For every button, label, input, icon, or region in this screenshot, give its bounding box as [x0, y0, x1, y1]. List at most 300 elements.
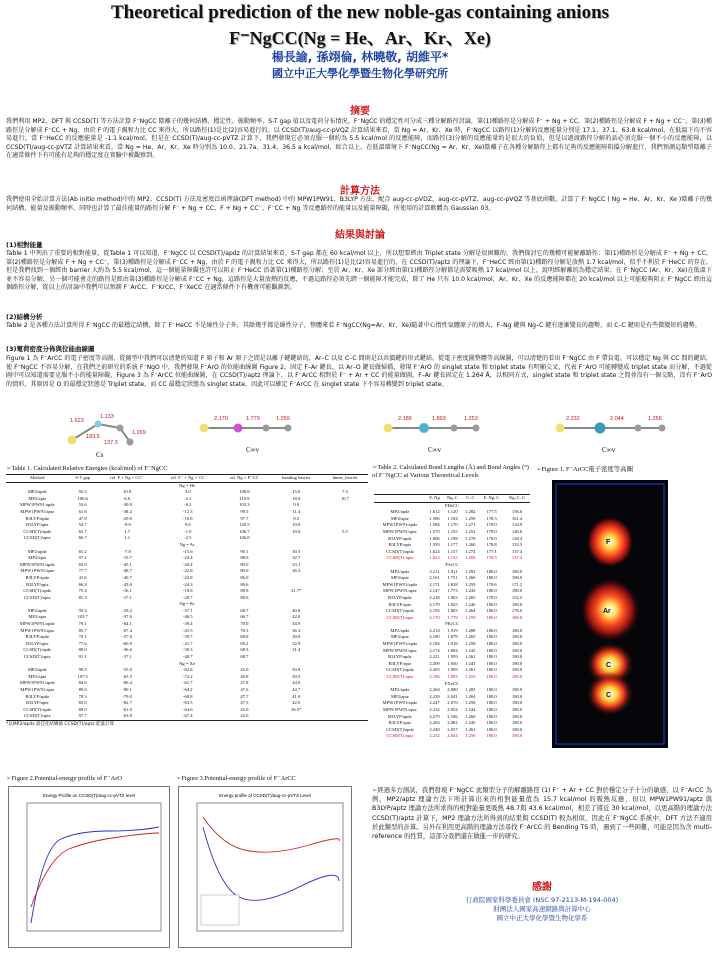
- table2-cell: 134.9: [511, 522, 523, 528]
- table2-row: [374, 549, 530, 556]
- table1-cell: 66.8: [78, 581, 87, 587]
- table2-row: [374, 542, 530, 549]
- table2-cell: 2.180: [429, 634, 440, 640]
- table1-cell: 66.7: [78, 535, 87, 541]
- bond-label: 1.269: [132, 430, 146, 436]
- table1-cell: 78.3: [78, 693, 87, 699]
- table2-highlight-row: [374, 555, 530, 562]
- table2-row: [374, 661, 530, 668]
- table1-row: [6, 489, 368, 496]
- table2-cell: CCSD(T)/apdz: [385, 667, 414, 673]
- table1-cell: -67.4: [122, 627, 132, 633]
- table2-row: [374, 648, 530, 655]
- table1-cell: CCSD(T)/apdz: [23, 588, 52, 594]
- table2-cell: MP2/aptz: [390, 634, 409, 640]
- figure3-legend: [201, 895, 239, 925]
- table2-cell: 180.0: [511, 627, 523, 633]
- atom-f: [384, 424, 393, 433]
- table1-cell: -24.3: [183, 581, 193, 587]
- table1-row: [6, 707, 368, 714]
- table1-cell: 10.8: [123, 489, 132, 495]
- table2-cell: 1.252: [465, 528, 476, 534]
- bond-label: 1.893: [432, 416, 446, 422]
- table2-cell: CCSD(T)/aptz: [386, 555, 414, 561]
- table1-cell: 93.3: [78, 607, 87, 613]
- point-group-label: C∞v: [246, 446, 260, 454]
- table2-cell: B3LYP/aptz: [388, 720, 412, 726]
- table2-cell: 1.261: [465, 726, 476, 732]
- table2-cell: 2.044: [447, 733, 458, 739]
- table2-cell: 180.0: [486, 614, 497, 620]
- table2-cell: 1.803: [447, 608, 458, 614]
- table2-cell: MPW1PW91/apdz: [382, 641, 418, 647]
- bond-label: 1.779: [246, 416, 260, 422]
- table1-cell: -22.8: [183, 568, 193, 574]
- authors: 楊長諭, 孫翊倫, 林曉敬, 胡維平*: [271, 50, 449, 64]
- table1-cell: -63.8: [122, 713, 132, 719]
- table2-cell: 1.274: [465, 548, 476, 554]
- table1-cell: CCSD(T)/aptz: [23, 535, 51, 541]
- table2-cell: 1.825: [447, 601, 458, 607]
- table1-cell: MP2/apdz: [27, 607, 47, 613]
- table2-group-label: FXeCC: [444, 680, 460, 686]
- table2-cell: 2.249: [429, 726, 440, 732]
- table1-cell: [271, 654, 322, 661]
- table2-cell: 2.232: [429, 733, 440, 739]
- table2-row: [374, 608, 530, 615]
- table1-cell: [322, 674, 368, 681]
- table2-row: [374, 575, 530, 582]
- table2-cell: 2.218: [429, 594, 440, 600]
- table2-row: [374, 569, 530, 576]
- table2: [374, 494, 530, 740]
- table1-cell: 47.7: [240, 693, 249, 699]
- table1-cell: -45.1: [122, 561, 132, 567]
- poster-title-line2: F⁻NgCC(Ng = He、Ar、Kr、Xe): [229, 28, 491, 48]
- table1-cell: -67.4: [183, 713, 193, 719]
- table1-cell: 50.5: [292, 673, 301, 679]
- table1-cell: -15.7: [122, 555, 132, 561]
- figure2-caption: ➢Figure 2.Potential-energy profile of F⁻ArO: [6, 775, 122, 782]
- ack-line: 國立中正大學化學暨生物化學系: [496, 914, 588, 922]
- table2-cell: 180.0: [486, 601, 497, 607]
- table1-cell: 6.6: [124, 495, 130, 501]
- table2-cell: 137.4: [511, 548, 523, 554]
- table1-cell: -20.4: [183, 561, 193, 567]
- table1-row: [6, 555, 368, 562]
- table2-cell: MP2/aptz: [390, 575, 409, 581]
- table2-row: [374, 667, 530, 674]
- table1-cell: -61.0: [122, 706, 132, 712]
- table1-cell: 42.0: [292, 700, 301, 706]
- table2-cell: 1.245: [465, 660, 476, 666]
- table1-group-row: [6, 482, 368, 489]
- table2-cell: 1.623: [429, 555, 440, 561]
- table1-cell: 103.3: [239, 502, 250, 508]
- table1-cell: 43.0: [240, 706, 249, 712]
- table1-cell: 10.7: [340, 495, 349, 501]
- table1-cell: -1.0: [184, 528, 192, 534]
- table1-caption: ➢Table 1. Calculated Relative Energies (kcal/mol) of F⁻NgCC: [6, 465, 168, 472]
- table1-cell: [322, 608, 368, 615]
- table2-row: [374, 694, 530, 701]
- table1-cell: MP2/apdz: [27, 667, 47, 673]
- table1-cell: 75.4: [78, 588, 87, 594]
- table2-cell: 171.2: [511, 581, 523, 587]
- table2-cell: MPW1PW91/aptz: [383, 588, 417, 594]
- table1-cell: 42.0: [240, 713, 249, 719]
- table1-cell: [322, 621, 368, 628]
- table2-row: [374, 582, 530, 589]
- table1-cell: 97.7: [240, 515, 249, 521]
- table1-cell: [322, 647, 368, 654]
- table1-cell: [322, 502, 368, 509]
- table2-cell: 180.0: [486, 568, 497, 574]
- table2-cell: 1.612: [429, 509, 440, 515]
- table1-cell: 103.7: [77, 614, 88, 620]
- table1-row: [6, 694, 368, 701]
- table1-cell: MPW1PW91/aptz: [20, 508, 55, 514]
- triplet-curve: [31, 833, 159, 907]
- table2-cell: 2.082: [447, 720, 458, 726]
- table1-cell: 34.9: [292, 621, 301, 627]
- table2-cell: 180.0: [511, 687, 523, 693]
- table1-container: [6, 474, 368, 727]
- table1-cell: [322, 555, 368, 562]
- table2-cell: 180.0: [486, 608, 497, 614]
- table2-cell: 1.259: [465, 581, 476, 587]
- table1-cell: -22.8: [183, 574, 193, 580]
- table2-cell: 180.0: [511, 674, 523, 680]
- table1-cell: CCSD(T)/aptz: [23, 594, 51, 600]
- table1-cell: -55.0: [122, 667, 132, 673]
- method-heading: 計算方法: [340, 186, 380, 197]
- table2-cell: 1.259: [465, 515, 476, 521]
- table2-cell: 2.214: [429, 627, 440, 633]
- table2-cell: 180.0: [511, 660, 523, 666]
- table1-cell: 89.0: [240, 568, 249, 574]
- table2-header-cell: C–C: [462, 495, 479, 503]
- atom-label-c: C: [606, 692, 612, 699]
- table1-cell: -29.2: [122, 607, 132, 613]
- table1-cell: 106.7: [239, 528, 250, 534]
- table2-cell: 179.0: [486, 528, 497, 534]
- table1-cell: [322, 628, 368, 635]
- table2-highlight-row: [374, 674, 530, 681]
- table2-cell: 1.157: [447, 548, 458, 554]
- table1-cell: 83.6: [78, 700, 87, 706]
- table1-row: [6, 634, 368, 641]
- table2-cell: 1.292: [465, 568, 476, 574]
- table2-cell: 2.209: [429, 660, 440, 666]
- table2-cell: 2.041: [447, 693, 458, 699]
- table2-cell: 1.879: [447, 634, 458, 640]
- table2-cell: MP2/aptz: [390, 693, 409, 699]
- atom-c: [127, 439, 134, 446]
- table1-cell: -65.5: [122, 673, 132, 679]
- table2-group-label: FKrCC: [445, 621, 459, 627]
- table2-cell: 1.288: [465, 627, 476, 633]
- table1-cell: 7.3: [342, 489, 348, 495]
- table1-cell: 41.6: [78, 574, 87, 580]
- angle-label: 137.3: [104, 440, 118, 446]
- table1-cell: 9.9: [293, 502, 300, 508]
- table1-cell: 43.0: [240, 667, 249, 673]
- table2-cell: 180.0: [511, 601, 523, 607]
- table1-cell: -41.5: [183, 627, 193, 633]
- table1-cell: 26.3: [292, 568, 301, 574]
- table1-cell: 81.2: [78, 548, 87, 554]
- table1-cell: 42.0: [292, 614, 301, 620]
- table1-cell: [322, 568, 368, 575]
- table2-cell: 180.0: [511, 575, 523, 581]
- table2-cell: 180.0: [511, 641, 523, 647]
- table2-cell: 176.0: [511, 608, 523, 614]
- table1-cell: [322, 595, 368, 602]
- table1-cell: 21.7*: [291, 588, 302, 594]
- table2-cell: 1.170: [447, 522, 458, 528]
- table2-cell: 180.0: [511, 667, 523, 673]
- sub1-heading: (1)相對能量: [6, 241, 43, 249]
- atom-c: [117, 425, 124, 432]
- table2-row: [374, 588, 530, 595]
- table2-cell: B3LYP/apdz: [388, 594, 412, 600]
- table1-cell: CCSD(T)/aptz: [23, 713, 51, 719]
- table2-cell: 2.211: [429, 568, 440, 574]
- table2-group-label: FArCC: [445, 561, 459, 567]
- table1-cell: [322, 694, 368, 701]
- table1-cell: 68.8: [240, 634, 249, 640]
- table2-header-cell: Ng–C: [443, 495, 461, 503]
- table1-cell: -2.5: [184, 535, 192, 541]
- table2-cell: 1.606: [429, 535, 440, 541]
- table1-row: [6, 687, 368, 694]
- table2-cell: 1.271: [465, 522, 476, 528]
- table2-cell: 1.584: [429, 522, 440, 528]
- table1-cell: -41.7: [183, 640, 193, 646]
- table1-cell: MPW1PW91/apdz: [19, 502, 55, 508]
- table2-cell: 156.6: [511, 509, 523, 515]
- table1-cell: 99.5: [240, 508, 249, 514]
- table1-cell: -64.1: [122, 621, 132, 627]
- table2-row: [374, 641, 530, 648]
- table1-cell: 89.0: [240, 561, 249, 567]
- table1-header-cell: rel. F + Ng + CC⁻: [97, 475, 158, 483]
- table1-cell: 120.5: [239, 522, 250, 528]
- ack-line: 財團法人國家高速網路與計算中心: [493, 905, 591, 913]
- angle-label: 183.5: [86, 434, 100, 440]
- table2-cell: B3LYP/apdz: [388, 654, 412, 660]
- table1-cell: [322, 522, 368, 529]
- table1-cell: 23.1: [292, 561, 301, 567]
- table1-cell: -64.2: [183, 687, 193, 692]
- table2-cell: 180.0: [511, 588, 523, 594]
- table1-cell: MP2/aptz: [28, 555, 47, 561]
- table2-cell: 1.245: [465, 647, 476, 653]
- table1-group-label: Ng = Ar: [179, 541, 195, 547]
- table2-cell: 178.0: [486, 522, 497, 528]
- table2-cell: 1.260: [465, 542, 476, 548]
- table2-cell: 1.260: [465, 713, 476, 719]
- atom-c: [473, 425, 480, 432]
- table1-cell: B3LYP/aptz: [26, 581, 49, 587]
- table2-cell: 140.6: [511, 528, 523, 534]
- table1-cell: 77.6: [78, 640, 87, 646]
- sub2-heading: (2)結構分析: [6, 313, 43, 321]
- table1-row: [6, 680, 368, 687]
- atom-c: [451, 425, 458, 432]
- table1-cell: B3LYP/apdz: [25, 515, 50, 521]
- table1-cell: 85.7: [78, 627, 87, 633]
- table1-cell: [322, 509, 368, 516]
- table1-cell: [322, 700, 368, 707]
- table2-group-row: [374, 621, 530, 628]
- table1-cell: 63.9: [78, 561, 87, 567]
- table2-cell: 180.0: [486, 667, 497, 673]
- table1-header-cell: rel. Ng + F⁻CC: [218, 475, 270, 483]
- table2-cell: 2.179: [429, 601, 440, 607]
- table1-cell: -12.3: [183, 508, 193, 514]
- table2-cell: CCSD(T)/aptz: [386, 733, 414, 739]
- table2-row: [374, 628, 530, 635]
- table1-cell: 50.8: [292, 667, 301, 673]
- table2-row: [374, 654, 530, 661]
- table2-highlight-row: [374, 615, 530, 622]
- table1-cell: -86.4: [122, 680, 132, 686]
- table2-cell: 2.239: [429, 693, 440, 699]
- table1-cell: [271, 713, 322, 720]
- table2-cell: 2.203: [429, 667, 440, 673]
- table1-cell: 3.0: [184, 489, 191, 495]
- table2-cell: MPW1PW91/aptz: [383, 707, 417, 712]
- table2-cell: 1.266: [465, 575, 476, 581]
- table1-cell: 70.0: [240, 621, 249, 627]
- atom-label-ar: Ar: [603, 608, 611, 615]
- table2-cell: MP2/apdz: [390, 687, 410, 693]
- table1-cell: 9.6: [184, 522, 191, 528]
- figure3-plot-title: Energy profile of CCSD(T)/aug-cc-pVTZ Level: [219, 793, 311, 798]
- table2-cell: MPW1PW91/apdz: [382, 581, 418, 587]
- table1-cell: -16.1: [122, 588, 132, 594]
- table1-cell: B3LYP/apdz: [25, 693, 50, 699]
- table1-cell: 44.0: [292, 680, 301, 686]
- table2-cell: 2.247: [429, 700, 440, 706]
- atom-label-c: C: [606, 662, 612, 669]
- table1-cell: 108.8: [239, 489, 250, 495]
- table1-cell: [322, 687, 368, 694]
- table1-cell: 81.3: [78, 594, 87, 600]
- atom-f: [556, 424, 565, 433]
- table1-cell: [322, 549, 368, 556]
- table1-cell: 86.6: [240, 581, 249, 587]
- table1-cell: [271, 582, 322, 589]
- table1-cell: 77.7: [78, 568, 87, 574]
- table2-row: [374, 529, 530, 536]
- table2-cell: 1.570: [429, 528, 440, 534]
- table1-cell: 36.5*: [291, 706, 302, 712]
- table2-cell: 2.184: [429, 641, 440, 647]
- table2-row: [374, 516, 530, 523]
- table2-cell: 1.258: [465, 641, 476, 647]
- molecule-farcc: [200, 416, 292, 454]
- table1-cell: 1.7: [124, 528, 130, 534]
- sub3-heading: (3)電荷密度分佈與位能曲線圖: [6, 345, 95, 353]
- table2-cell: 1.903: [447, 594, 458, 600]
- table2-cell: 180.0: [486, 726, 497, 732]
- table1-row: [6, 502, 368, 509]
- figure3-caption: ➢Figure 3.Potential-energy profile of F⁻ArCC: [176, 775, 296, 782]
- table2-cell: MP2/apdz: [390, 627, 410, 633]
- table1-cell: 88.6: [240, 555, 249, 561]
- table2-cell: 2.161: [429, 575, 440, 581]
- table1-cell: 65.7: [78, 528, 87, 534]
- table2-cell: 1.811: [447, 568, 458, 574]
- table1-cell: 47.6: [240, 687, 249, 692]
- table1-cell: -79.0: [122, 693, 132, 699]
- table2-cell: 178.8: [486, 542, 497, 548]
- sub3-text: Figure 1 為 F⁻ArCC 的電子密度等高圖，從圖型中我們可以清楚的知道 F 原子和 Ar 原子之間是以離子鍵鍵結的，Ar–C 以及 C–C 間則是以共價鍵的形式鍵結。從電子密度圖整體等高線圖，可以清楚的看出 F⁻NgCC 由 F 帶負電，可以穩定 Ng 與 CC 間的鍵結，使 F⁻NgCC 不容易分解，在我們之前研究的系統 F⁻NgO 中，我們發現 F⁻ArO 的位能曲線圖 Figure 2，固定 F–Ar 鍵長，以 Ar–O 鍵長做掃描，發現 F⁻ArO 的 singlet state 和 triplet state 有明顯交叉，代表 F⁻ArO 可能轉變成 triplet state 而分解，不過從圖中可以知道需要克服不小的能量障礙，Figure 3 為 F⁻ArCC 位能曲線圖，在 CCSD(T)/aptz 理論下，以 F⁻ArCC 相對於 F⁻ + Ar + CC 的能量做圖，F–Ar 鍵長固定在 1.264 Å，以相同方式，singlet state 和 triplet state 之間並沒有一個交點，沒有 F⁻ArO 的情形，其原因是 O 的最穩定狀態是 Triplet state，而 CC 最穩定狀態為 singlet state，因此可以確定 F⁻ArCC 在 singlet state 下不容易轉變到 triplet state。: [6, 355, 712, 388]
- table2-cell: 178.3: [486, 515, 497, 521]
- figure1-caption: ➢Figure 1. F⁻ArCC電子密度等高圖: [536, 466, 633, 473]
- table2-cell: 1.751: [447, 575, 458, 581]
- table1-row: [6, 595, 368, 602]
- table1-header-cell: S-T gap: [69, 475, 97, 483]
- table1-cell: 106.8: [239, 535, 250, 541]
- table1-cell: -60.8: [183, 693, 193, 699]
- table1-cell: 68.7: [240, 654, 249, 660]
- table2-cell: 180.0: [486, 687, 497, 693]
- table1-cell: -72.2: [183, 673, 193, 679]
- table2-cell: 180.0: [486, 627, 497, 633]
- table2-cell: 1.264: [465, 693, 476, 699]
- table2-cell: 1.133: [447, 555, 458, 561]
- table1-cell: -15.6: [183, 548, 193, 554]
- table1-row: [6, 509, 368, 516]
- table2-highlight-row: [374, 733, 530, 740]
- table2-cell: 1.243: [465, 588, 476, 594]
- table1-row: [6, 496, 368, 503]
- table1-cell: 30.8: [292, 634, 301, 640]
- table1-cell: [322, 641, 368, 648]
- table2-cell: 1.282: [465, 509, 476, 515]
- atom-c: [285, 425, 292, 432]
- table2-cell: 2.193: [429, 608, 440, 614]
- table1-cell: [322, 654, 368, 661]
- table1-cell: 66.7: [240, 614, 249, 620]
- table2-cell: 1.919: [447, 627, 458, 633]
- table1-cell: 89.0: [78, 706, 87, 712]
- table2-cell: 180.0: [486, 707, 497, 712]
- table1-cell: -37.1: [183, 607, 193, 613]
- table1-row: [6, 621, 368, 628]
- table1-header-cell: bending barrier: [271, 475, 322, 483]
- table2-row: [374, 720, 530, 727]
- table2-cell: 1.916: [447, 641, 458, 647]
- table2-row: [374, 707, 530, 714]
- table1-cell: -82.7: [122, 700, 132, 706]
- table1-header-cell: rel. F⁻ + Ng + CC: [157, 475, 218, 483]
- table1-cell: [322, 713, 368, 720]
- bond-label: 1.623: [70, 418, 84, 424]
- table1-cell: -2.1: [184, 495, 192, 501]
- table2-row: [374, 536, 530, 543]
- table2-cell: 2.232: [429, 707, 440, 712]
- table2-cell: 1.261: [465, 667, 476, 673]
- figure3-plot: [178, 786, 352, 948]
- sub1-text: Table 1 中列出了重要的相對能量，從Table 1 可以知道，F⁻NgCC 以 CCSD(T)/apdz 的計算結果來看，S-T gap 都在 60 kcal/mol 以上，所以想要經由 Triplet state 分解是很困難的。我們探討它的幾種可能解離路徑：第(1)種路徑是分解成 F⁻ + Ng + CC，第(2)種路徑是分解成 F + Ng + CC⁻，第(3)種路徑是分解成 F⁻CC + Ng，由於 F 的電子親和力比 CC 來得大，所以路徑(1)是比(2)容易進行的，在 CCSD(T)/aptz 的理論下，F⁻HeCC 經由第(1)種路徑分解是放熱 1.7 kcal/mol，似乎不利於 F⁻HeCC 的存在，但是我們找到一個經由 barrier 大約為 5.5 kcal/mol，這一個能量障礙也許可以阻止 F⁻HeCC 沿著第(1)種路徑分解；至於 Ar、Kr、Xe 部分經由第(1)種路徑分解都是需要吸熱 17 kcal/mol 以上，說明經解離的為穩定結果；在 F⁻NgCC (Ar、Kr、Xe)在低溫下並不容易分解，另一個可能會走的路徑是經由第(3)種路徑是分解成 F⁻CC + Ng，這路徑是大量放熱的反應，不過這路徑必須先跨一個能障才能完成，除了 He 只有 10.0 kcal/mol，Ar、Kr、Xe 的反應能障都在 20 kcal/mol 以上可能較夠阻止 F⁻NgCC 經由這個路徑分解，從以上的討論中我們可以預測 F⁻ArCC、F⁻KrCC、F⁻XeCC 在適當條件下有機會可能觀測到。: [6, 250, 712, 292]
- table2-cell: 180.0: [511, 707, 523, 712]
- table1-cell: [322, 535, 368, 542]
